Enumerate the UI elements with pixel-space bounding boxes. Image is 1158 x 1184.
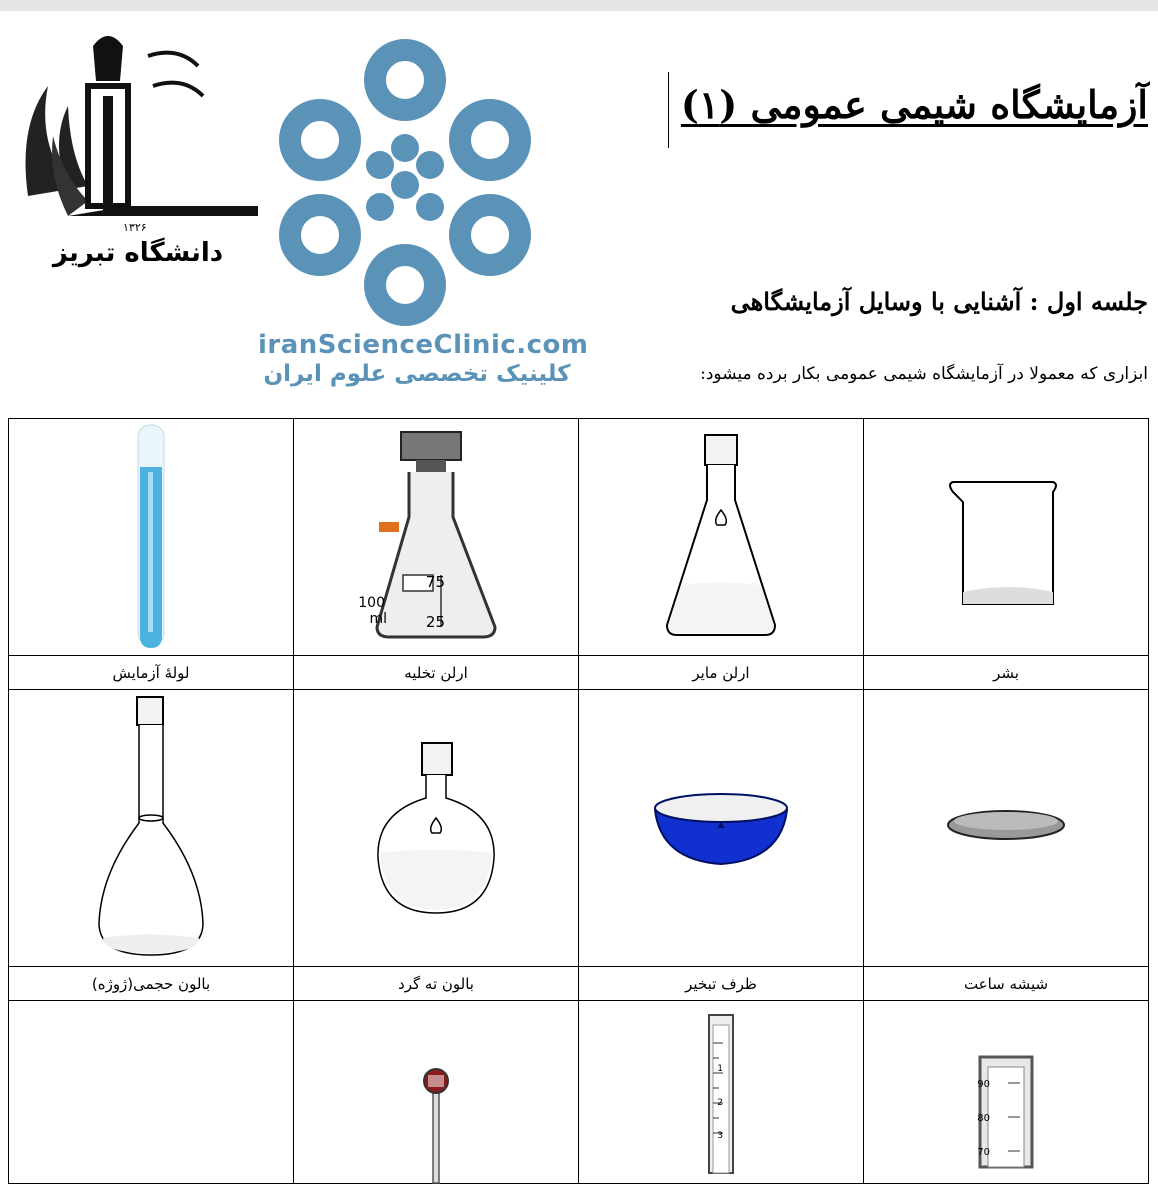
beaker-mark-90: 90 — [977, 1079, 990, 1090]
watch-glass-cell — [864, 690, 1149, 967]
beaker-icon — [941, 462, 1071, 612]
volumetric-flask-icon — [91, 693, 211, 963]
intro-text: ابزاری که معمولا در آزمایشگاه شیمی عمومی بکار برده میشود: — [700, 364, 1148, 384]
label-test-tube: لولهٔ آزمایش — [9, 656, 294, 690]
label-row-1 — [9, 656, 1149, 690]
graduated-cylinder-cell — [579, 1001, 864, 1184]
thermometer-cell — [294, 1001, 579, 1184]
watch-glass-icon — [946, 803, 1066, 853]
isc-url: iranScienceClinic.com — [258, 330, 589, 360]
iran-science-clinic-logo — [255, 40, 585, 350]
beaker-mark-70: 70 — [977, 1147, 990, 1158]
label-beaker: بشر — [864, 656, 1149, 690]
image-row-3 — [9, 1001, 1149, 1184]
title-divider — [668, 72, 669, 148]
label-erlenmeyer: ارلن مایر — [579, 656, 864, 690]
erlenmeyer-flask-icon — [661, 430, 781, 645]
label-watch-glass: شیشه ساعت — [864, 967, 1149, 1001]
flask-mark-100: 100 — [358, 595, 385, 611]
label-round-bottom-flask: بالون ته گرد — [294, 967, 579, 1001]
evaporating-dish-cell — [579, 690, 864, 967]
evaporating-dish-icon — [651, 788, 791, 868]
beaker-cell — [864, 419, 1149, 656]
image-row-2 — [9, 690, 1149, 967]
label-volumetric-flask: بالون حجمی(ژوژه) — [9, 967, 294, 1001]
test-tube-icon — [126, 422, 176, 652]
flask-mark-25: 25 — [425, 613, 445, 631]
label-evaporating-dish: ظرف تبخیر — [579, 967, 864, 1001]
beaker-mark-80: 80 — [977, 1113, 990, 1124]
image-row-1 — [9, 419, 1149, 656]
session-heading: جلسه اول : آشنایی با وسایل آزمایشگاهی — [730, 287, 1148, 316]
university-name: دانشگاه تبریز — [52, 238, 224, 268]
graduated-cylinder-icon — [701, 1013, 741, 1173]
flask-mark-75: 75 — [425, 573, 445, 591]
round-bottom-flask-cell — [294, 690, 579, 967]
page-title: آزمایشگاه شیمی عمومی (۱) — [680, 82, 1148, 127]
filter-flask-cell — [294, 419, 579, 656]
label-filter-flask: ارلن تخلیه — [294, 656, 579, 690]
graduated-beaker-icon — [976, 1051, 1036, 1171]
round-bottom-flask-icon — [366, 738, 506, 918]
university-of-tabriz-logo — [8, 26, 270, 288]
university-year: ۱۳۲۶ — [123, 221, 147, 234]
cylinder-mark-2: 2 — [717, 1098, 723, 1108]
filter-flask-icon — [358, 427, 501, 647]
top-bar — [0, 0, 1158, 11]
label-row-2 — [9, 967, 1149, 1001]
empty-cell — [9, 1001, 294, 1184]
test-tube-cell — [9, 419, 294, 656]
cylinder-mark-1: 1 — [717, 1064, 723, 1074]
volumetric-flask-cell — [9, 690, 294, 967]
flask-unit: ml — [369, 611, 387, 627]
isc-name: کلینیک تخصصی علوم ایران — [263, 361, 571, 387]
thermometer-icon — [416, 1063, 456, 1183]
erlenmeyer-cell — [579, 419, 864, 656]
graduated-beaker-cell — [864, 1001, 1149, 1184]
cylinder-mark-3: 3 — [717, 1131, 723, 1141]
equipment-table — [8, 418, 1149, 1184]
